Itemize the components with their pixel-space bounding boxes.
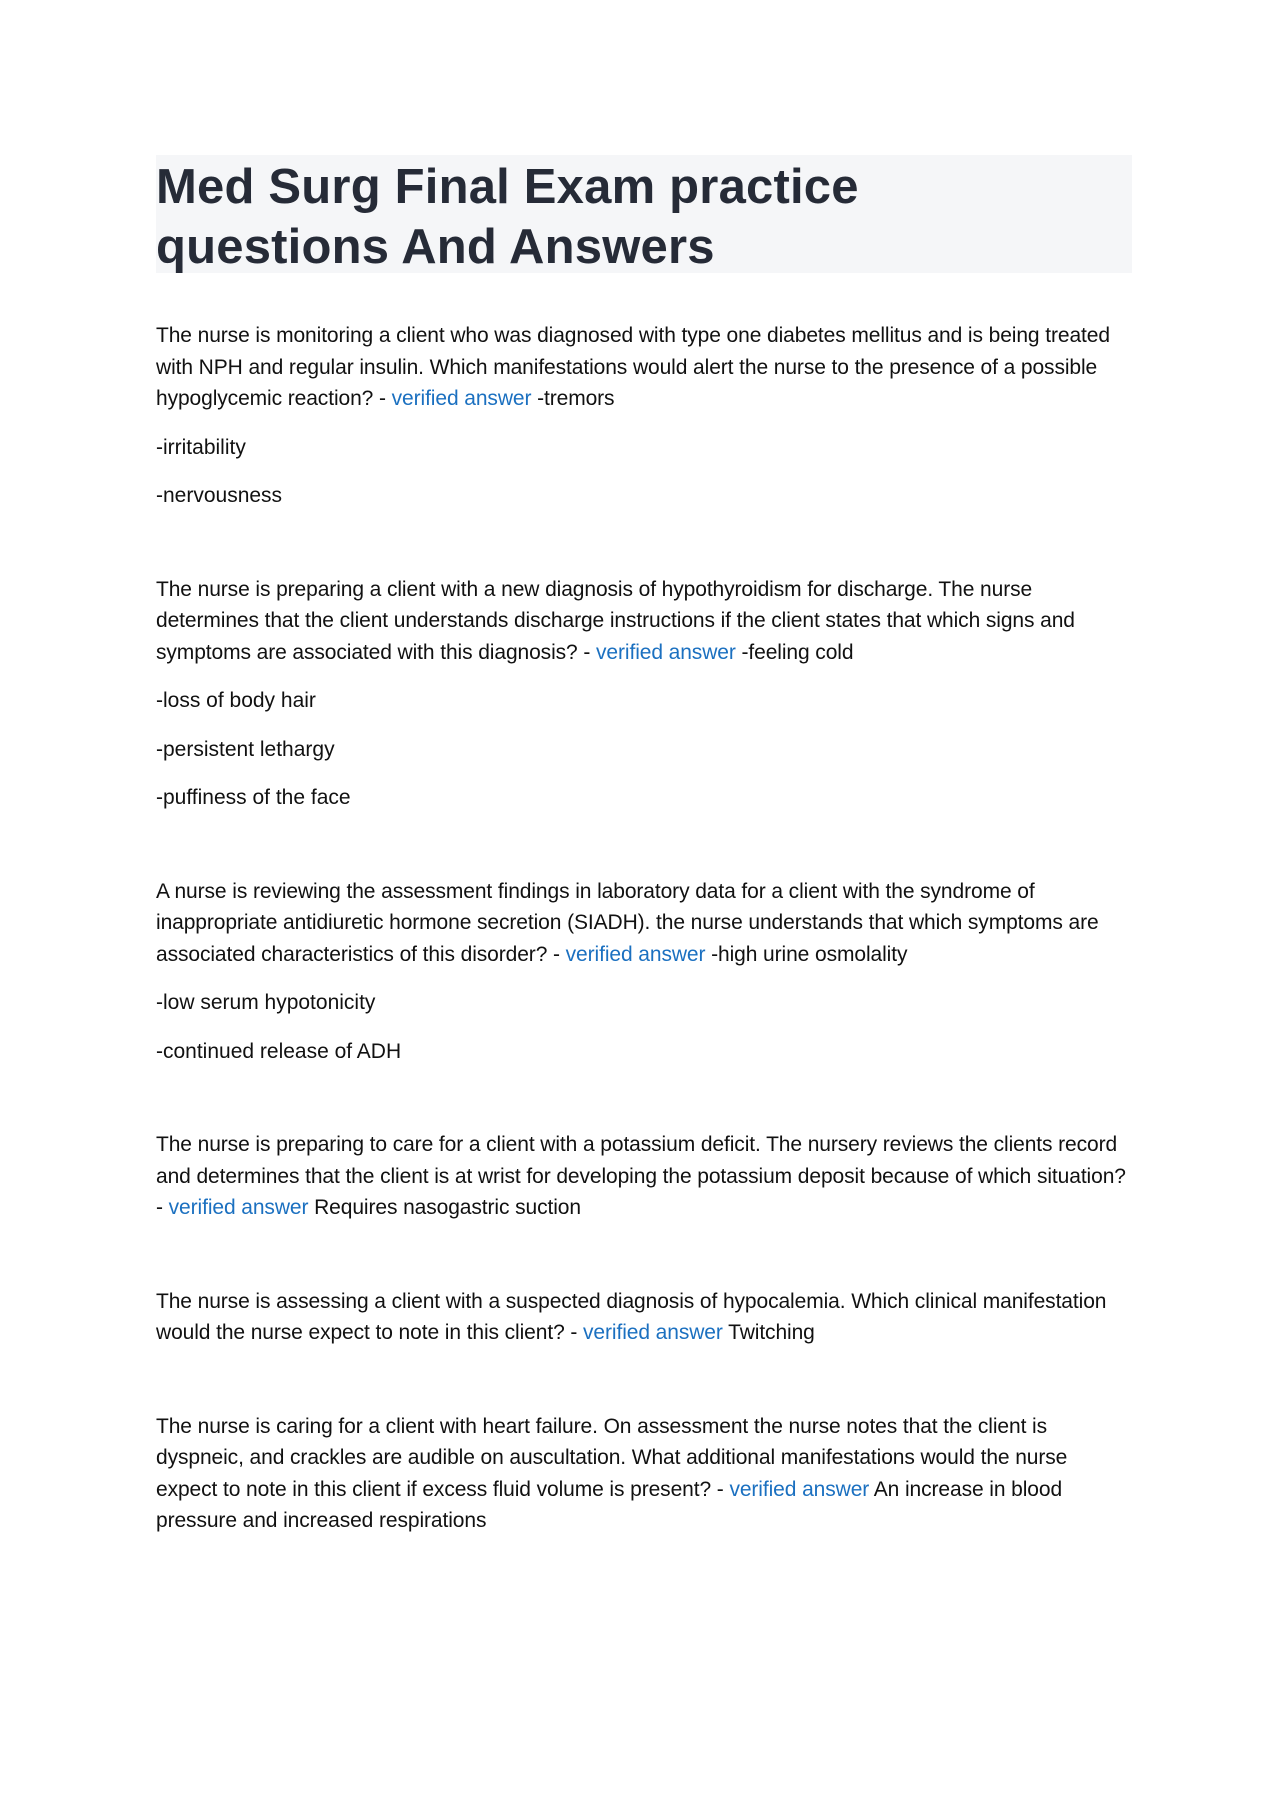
question: The nurse is assessing a client with a suspected diagnosis of hypocalemia. Which clinical manifestation would the nurse expect to note in this client? <box>156 1289 1107 1344</box>
answer-line: -nervousness <box>156 484 283 507</box>
answer-line: -loss of body hair <box>156 689 316 712</box>
document-title <box>156 157 1132 277</box>
separator: - <box>547 942 566 966</box>
qa-item <box>156 1129 1132 1224</box>
title-banner <box>156 155 1132 273</box>
qa-item <box>156 574 1132 814</box>
question: The nurse is preparing to care for a client with a potassium deficit. The nursery reviews the clients record and determines that the client is at wrist for developing the potassium deposit because of which situation? <box>156 1133 1126 1188</box>
separator: - <box>564 1321 584 1344</box>
verified-answer-label: verified answer <box>168 1196 309 1219</box>
answer-line: -continued release of ADH <box>156 1039 402 1063</box>
answer-line: -low serum hypotonicity <box>156 991 376 1014</box>
answer: Requires nasogastric suction <box>308 1196 581 1219</box>
qa-item <box>156 1286 1132 1349</box>
answer-line: -irritability <box>156 435 246 459</box>
verified-answer-label: verified answer <box>583 1321 723 1344</box>
question-text <box>156 320 1132 415</box>
answer: An increase in blood pressure and increased respirations <box>156 1477 1063 1532</box>
title-line-2: questions And Answers <box>156 220 715 274</box>
question-text <box>156 574 1132 669</box>
qa-item <box>156 1411 1132 1537</box>
answer: -tremors <box>531 387 615 410</box>
qa-item <box>156 876 1132 1068</box>
answer-line: -puffiness of the face <box>156 786 351 809</box>
verified-answer-label: verified answer <box>391 387 532 410</box>
separator: - <box>577 640 597 664</box>
qa-item <box>156 320 1132 512</box>
separator: - <box>373 387 392 410</box>
separator: - <box>711 1477 730 1501</box>
question: The nurse is caring for a client with heart failure. On assessment the nurse notes that the client is dyspneic, and crackles are audible on auscultation. What additional manifestations would the nurse expect to note in this client if excess fluid volume is present? <box>156 1414 1068 1501</box>
question: The nurse is preparing a client with a new diagnosis of hypothyroidism for discharge. The nurse determines that the client understands discharge instructions if the client states that which signs and symptoms are associated with this diagnosis? <box>156 577 1075 664</box>
question-text <box>156 1129 1132 1224</box>
verified-answer-label: verified answer <box>565 942 706 966</box>
verified-answer-label: verified answer <box>729 1477 870 1501</box>
question-text <box>156 1286 1132 1349</box>
answer: -feeling cold <box>735 640 854 664</box>
question: The nurse is monitoring a client who was diagnosed with type one diabetes mellitus and is being treated with NPH and regular insulin. Which manifestations would alert the nurse to the presence of a possible hypoglycemic reaction? <box>156 324 1110 410</box>
answer: -high urine osmolality <box>705 942 908 966</box>
separator: - <box>156 1196 169 1219</box>
question-text <box>156 1411 1132 1537</box>
document-page <box>156 155 1132 1599</box>
question-text <box>156 876 1132 971</box>
answer: Twitching <box>722 1321 815 1344</box>
verified-answer-label: verified answer <box>596 640 736 664</box>
title-line-1: Med Surg Final Exam practice <box>156 160 859 214</box>
question: A nurse is reviewing the assessment findings in laboratory data for a client with the syndrome of inappropriate antidiuretic hormone secretion (SIADH). the nurse understands that which symptoms are associated characteristics of this disorder? <box>156 879 1099 966</box>
qa-list <box>156 320 1132 1537</box>
answer-line: -persistent lethargy <box>156 737 335 761</box>
